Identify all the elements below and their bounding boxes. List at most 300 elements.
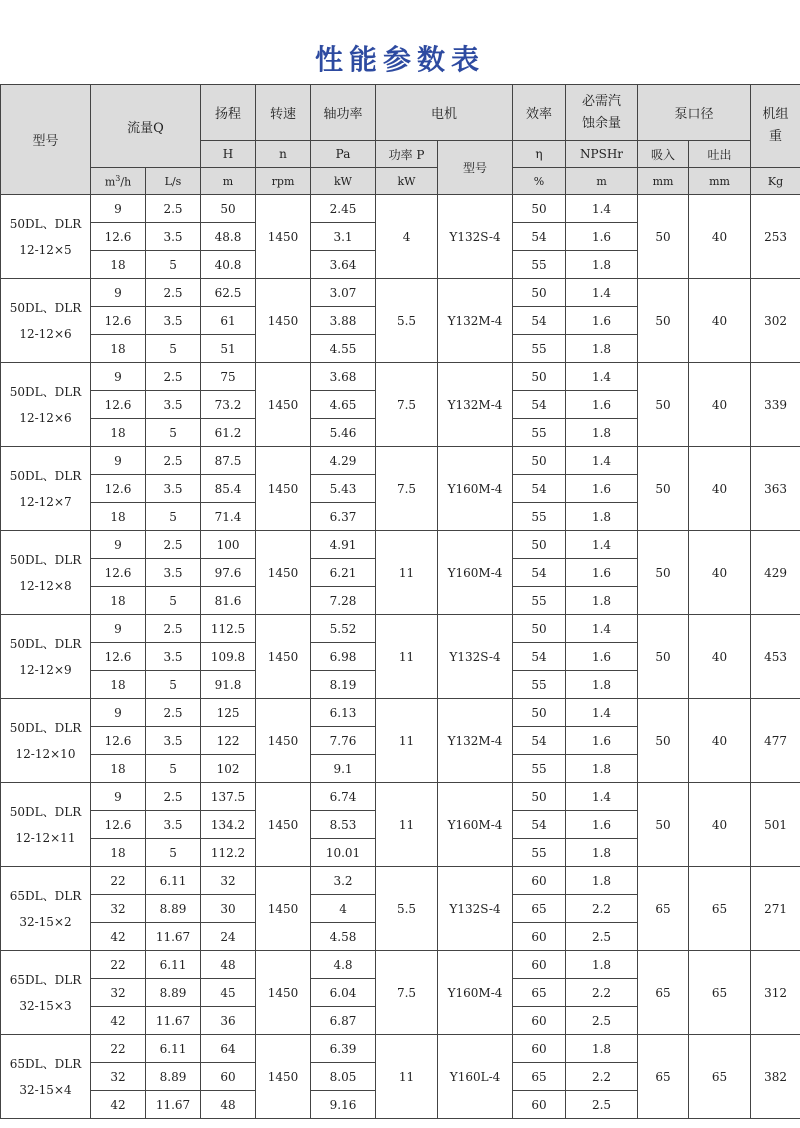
flow-ls-cell: 8.89 bbox=[146, 1063, 201, 1091]
flow-ls-cell: 3.5 bbox=[146, 643, 201, 671]
flow-ls-cell: 2.5 bbox=[146, 615, 201, 643]
motor-power-cell: 11 bbox=[376, 615, 438, 699]
head-cell: 91.8 bbox=[201, 671, 256, 699]
efficiency-cell: 55 bbox=[513, 503, 566, 531]
header-model: 型号 bbox=[1, 85, 91, 195]
flow-m3h-cell: 18 bbox=[91, 335, 146, 363]
flow-m3h-cell: 12.6 bbox=[91, 811, 146, 839]
model-cell bbox=[1, 951, 91, 1035]
inlet-cell: 50 bbox=[638, 447, 689, 531]
npsh-cell: 1.8 bbox=[566, 755, 638, 783]
shaft-power-cell: 8.53 bbox=[311, 811, 376, 839]
motor-power-cell: 11 bbox=[376, 1035, 438, 1119]
efficiency-cell: 54 bbox=[513, 391, 566, 419]
head-cell: 51 bbox=[201, 335, 256, 363]
header-port: 泵口径 bbox=[638, 85, 751, 141]
npsh-cell: 1.8 bbox=[566, 951, 638, 979]
flow-m3h-cell: 18 bbox=[91, 755, 146, 783]
shaft-power-cell: 5.52 bbox=[311, 615, 376, 643]
flow-ls-cell: 5 bbox=[146, 839, 201, 867]
model-series: 50DL、DLR bbox=[9, 552, 82, 567]
unit-flow-m3h-sup: 3 bbox=[115, 173, 121, 183]
efficiency-cell: 54 bbox=[513, 307, 566, 335]
flow-m3h-cell: 12.6 bbox=[91, 643, 146, 671]
table-row bbox=[1, 783, 800, 811]
performance-table bbox=[0, 84, 800, 1119]
outlet-cell: 40 bbox=[689, 195, 751, 279]
npsh-cell: 1.4 bbox=[566, 783, 638, 811]
model-cell bbox=[1, 195, 91, 279]
flow-ls-cell: 5 bbox=[146, 251, 201, 279]
flow-m3h-cell: 18 bbox=[91, 251, 146, 279]
flow-m3h-cell: 42 bbox=[91, 923, 146, 951]
outlet-cell: 40 bbox=[689, 279, 751, 363]
page-title: 性能参数表 bbox=[314, 43, 485, 76]
unit-motor: kW bbox=[376, 168, 438, 195]
flow-m3h-cell: 9 bbox=[91, 279, 146, 307]
flow-m3h-cell: 18 bbox=[91, 587, 146, 615]
table-row bbox=[1, 699, 800, 727]
flow-ls-cell: 2.5 bbox=[146, 531, 201, 559]
flow-m3h-cell: 9 bbox=[91, 447, 146, 475]
efficiency-cell: 50 bbox=[513, 531, 566, 559]
head-cell: 134.2 bbox=[201, 811, 256, 839]
table-row bbox=[1, 867, 800, 895]
inlet-cell: 50 bbox=[638, 615, 689, 699]
shaft-power-cell: 3.07 bbox=[311, 279, 376, 307]
npsh-cell: 1.8 bbox=[566, 335, 638, 363]
inlet-cell: 50 bbox=[638, 531, 689, 615]
model-spec: 12-12×9 bbox=[19, 662, 72, 677]
model-spec: 12-12×6 bbox=[19, 410, 72, 425]
efficiency-cell: 55 bbox=[513, 755, 566, 783]
efficiency-cell: 60 bbox=[513, 1035, 566, 1063]
efficiency-cell: 60 bbox=[513, 867, 566, 895]
flow-m3h-cell: 9 bbox=[91, 363, 146, 391]
flow-ls-cell: 11.67 bbox=[146, 923, 201, 951]
flow-m3h-cell: 22 bbox=[91, 951, 146, 979]
unit-flow-m3h-tail: /h bbox=[120, 175, 132, 189]
header-weight bbox=[751, 85, 800, 168]
model-spec: 12-12×6 bbox=[19, 326, 72, 341]
header-npsh-line1: 必需汽 bbox=[582, 93, 622, 109]
model-series: 65DL、DLR bbox=[9, 888, 82, 903]
head-cell: 30 bbox=[201, 895, 256, 923]
flow-ls-cell: 3.5 bbox=[146, 559, 201, 587]
shaft-power-cell: 4 bbox=[311, 895, 376, 923]
speed-cell: 1450 bbox=[256, 699, 311, 783]
unit-flow-ls: L/s bbox=[146, 168, 201, 195]
model-cell bbox=[1, 615, 91, 699]
motor-model-cell: Y132S-4 bbox=[438, 195, 513, 279]
motor-model-cell: Y132S-4 bbox=[438, 867, 513, 951]
shaft-power-cell: 9.16 bbox=[311, 1091, 376, 1119]
npsh-cell: 1.6 bbox=[566, 391, 638, 419]
flow-m3h-cell: 12.6 bbox=[91, 559, 146, 587]
header-npsh-symbol: NPSHr bbox=[566, 141, 638, 168]
shaft-power-cell: 6.13 bbox=[311, 699, 376, 727]
inlet-cell: 50 bbox=[638, 783, 689, 867]
flow-ls-cell: 6.11 bbox=[146, 1035, 201, 1063]
table-row bbox=[1, 615, 800, 643]
npsh-cell: 1.6 bbox=[566, 307, 638, 335]
npsh-cell: 1.8 bbox=[566, 671, 638, 699]
model-spec: 12-12×11 bbox=[15, 830, 76, 845]
motor-power-cell: 11 bbox=[376, 699, 438, 783]
header-head: 扬程 bbox=[201, 85, 256, 141]
header-inlet: 吸入 bbox=[638, 141, 689, 168]
shaft-power-cell: 4.65 bbox=[311, 391, 376, 419]
efficiency-cell: 60 bbox=[513, 951, 566, 979]
npsh-cell: 1.4 bbox=[566, 699, 638, 727]
model-series: 50DL、DLR bbox=[9, 384, 82, 399]
motor-power-cell: 11 bbox=[376, 531, 438, 615]
shaft-power-cell: 2.45 bbox=[311, 195, 376, 223]
speed-cell: 1450 bbox=[256, 783, 311, 867]
model-spec: 32-15×3 bbox=[19, 998, 72, 1013]
flow-m3h-cell: 18 bbox=[91, 839, 146, 867]
npsh-cell: 1.6 bbox=[566, 223, 638, 251]
model-cell bbox=[1, 447, 91, 531]
npsh-cell: 1.4 bbox=[566, 195, 638, 223]
outlet-cell: 65 bbox=[689, 1035, 751, 1119]
inlet-cell: 65 bbox=[638, 1035, 689, 1119]
head-cell: 85.4 bbox=[201, 475, 256, 503]
model-cell bbox=[1, 1035, 91, 1119]
head-cell: 36 bbox=[201, 1007, 256, 1035]
npsh-cell: 2.2 bbox=[566, 895, 638, 923]
npsh-cell: 2.5 bbox=[566, 923, 638, 951]
header-npsh bbox=[566, 85, 638, 141]
unit-flow-m3h-base: m bbox=[104, 175, 116, 189]
flow-m3h-cell: 12.6 bbox=[91, 727, 146, 755]
model-cell bbox=[1, 363, 91, 447]
model-cell bbox=[1, 699, 91, 783]
head-cell: 71.4 bbox=[201, 503, 256, 531]
npsh-cell: 1.8 bbox=[566, 587, 638, 615]
efficiency-cell: 65 bbox=[513, 1063, 566, 1091]
shaft-power-cell: 3.1 bbox=[311, 223, 376, 251]
flow-ls-cell: 5 bbox=[146, 671, 201, 699]
flow-ls-cell: 3.5 bbox=[146, 811, 201, 839]
flow-ls-cell: 5 bbox=[146, 503, 201, 531]
speed-cell: 1450 bbox=[256, 951, 311, 1035]
unit-flow-m3h bbox=[91, 168, 146, 195]
head-cell: 48.8 bbox=[201, 223, 256, 251]
npsh-cell: 1.4 bbox=[566, 447, 638, 475]
model-series: 50DL、DLR bbox=[9, 216, 82, 231]
efficiency-cell: 65 bbox=[513, 895, 566, 923]
head-cell: 75 bbox=[201, 363, 256, 391]
inlet-cell: 65 bbox=[638, 951, 689, 1035]
shaft-power-cell: 4.91 bbox=[311, 531, 376, 559]
flow-ls-cell: 8.89 bbox=[146, 979, 201, 1007]
weight-cell: 501 bbox=[751, 783, 800, 867]
flow-ls-cell: 6.11 bbox=[146, 867, 201, 895]
shaft-power-cell: 5.46 bbox=[311, 419, 376, 447]
outlet-cell: 40 bbox=[689, 615, 751, 699]
weight-cell: 453 bbox=[751, 615, 800, 699]
weight-cell: 339 bbox=[751, 363, 800, 447]
weight-cell: 429 bbox=[751, 531, 800, 615]
model-series: 50DL、DLR bbox=[9, 300, 82, 315]
header-motor-model: 型号 bbox=[438, 141, 513, 195]
unit-head: m bbox=[201, 168, 256, 195]
speed-cell: 1450 bbox=[256, 279, 311, 363]
efficiency-cell: 65 bbox=[513, 979, 566, 1007]
unit-weight: Kg bbox=[751, 168, 800, 195]
npsh-cell: 1.6 bbox=[566, 643, 638, 671]
outlet-cell: 65 bbox=[689, 867, 751, 951]
model-cell bbox=[1, 783, 91, 867]
efficiency-cell: 55 bbox=[513, 839, 566, 867]
efficiency-cell: 54 bbox=[513, 727, 566, 755]
model-cell bbox=[1, 279, 91, 363]
model-spec: 12-12×5 bbox=[19, 242, 72, 257]
head-cell: 73.2 bbox=[201, 391, 256, 419]
table-row bbox=[1, 531, 800, 559]
header-shaft-power: 轴功率 bbox=[311, 85, 376, 141]
head-cell: 97.6 bbox=[201, 559, 256, 587]
head-cell: 61.2 bbox=[201, 419, 256, 447]
efficiency-cell: 50 bbox=[513, 447, 566, 475]
header-speed: 转速 bbox=[256, 85, 311, 141]
motor-model-cell: Y160M-4 bbox=[438, 951, 513, 1035]
flow-m3h-cell: 22 bbox=[91, 867, 146, 895]
npsh-cell: 1.4 bbox=[566, 363, 638, 391]
efficiency-cell: 50 bbox=[513, 699, 566, 727]
head-cell: 32 bbox=[201, 867, 256, 895]
shaft-power-cell: 4.55 bbox=[311, 335, 376, 363]
flow-ls-cell: 2.5 bbox=[146, 783, 201, 811]
speed-cell: 1450 bbox=[256, 1035, 311, 1119]
shaft-power-cell: 9.1 bbox=[311, 755, 376, 783]
shaft-power-cell: 4.58 bbox=[311, 923, 376, 951]
motor-power-cell: 4 bbox=[376, 195, 438, 279]
unit-shaft: kW bbox=[311, 168, 376, 195]
head-cell: 60 bbox=[201, 1063, 256, 1091]
npsh-cell: 1.8 bbox=[566, 419, 638, 447]
motor-power-cell: 11 bbox=[376, 783, 438, 867]
flow-m3h-cell: 12.6 bbox=[91, 475, 146, 503]
head-cell: 125 bbox=[201, 699, 256, 727]
npsh-cell: 1.6 bbox=[566, 811, 638, 839]
model-series: 65DL、DLR bbox=[9, 1056, 82, 1071]
efficiency-cell: 54 bbox=[513, 643, 566, 671]
efficiency-cell: 60 bbox=[513, 1091, 566, 1119]
header-speed-symbol: n bbox=[256, 141, 311, 168]
table-row bbox=[1, 447, 800, 475]
efficiency-cell: 50 bbox=[513, 363, 566, 391]
flow-m3h-cell: 32 bbox=[91, 1063, 146, 1091]
model-spec: 32-15×2 bbox=[19, 914, 72, 929]
flow-m3h-cell: 18 bbox=[91, 419, 146, 447]
outlet-cell: 65 bbox=[689, 951, 751, 1035]
npsh-cell: 1.8 bbox=[566, 1035, 638, 1063]
weight-cell: 477 bbox=[751, 699, 800, 783]
header-motor-power: 功率 P bbox=[376, 141, 438, 168]
header-motor: 电机 bbox=[376, 85, 513, 141]
head-cell: 62.5 bbox=[201, 279, 256, 307]
efficiency-cell: 54 bbox=[513, 559, 566, 587]
header-eff-symbol: η bbox=[513, 141, 566, 168]
motor-model-cell: Y160M-4 bbox=[438, 531, 513, 615]
shaft-power-cell: 3.88 bbox=[311, 307, 376, 335]
weight-cell: 363 bbox=[751, 447, 800, 531]
header-head-symbol: H bbox=[201, 141, 256, 168]
npsh-cell: 2.2 bbox=[566, 979, 638, 1007]
motor-model-cell: Y132S-4 bbox=[438, 615, 513, 699]
head-cell: 48 bbox=[201, 1091, 256, 1119]
motor-model-cell: Y132M-4 bbox=[438, 699, 513, 783]
flow-ls-cell: 3.5 bbox=[146, 307, 201, 335]
outlet-cell: 40 bbox=[689, 363, 751, 447]
outlet-cell: 40 bbox=[689, 531, 751, 615]
flow-m3h-cell: 22 bbox=[91, 1035, 146, 1063]
model-spec: 12-12×8 bbox=[19, 578, 72, 593]
table-body bbox=[1, 195, 800, 1119]
table-row bbox=[1, 363, 800, 391]
flow-ls-cell: 11.67 bbox=[146, 1091, 201, 1119]
weight-cell: 271 bbox=[751, 867, 800, 951]
flow-ls-cell: 6.11 bbox=[146, 951, 201, 979]
header-npsh-line2: 蚀余量 bbox=[582, 115, 622, 131]
npsh-cell: 2.5 bbox=[566, 1091, 638, 1119]
npsh-cell: 2.5 bbox=[566, 1007, 638, 1035]
shaft-power-cell: 10.01 bbox=[311, 839, 376, 867]
motor-power-cell: 5.5 bbox=[376, 279, 438, 363]
efficiency-cell: 54 bbox=[513, 223, 566, 251]
flow-m3h-cell: 12.6 bbox=[91, 391, 146, 419]
flow-ls-cell: 3.5 bbox=[146, 727, 201, 755]
model-series: 50DL、DLR bbox=[9, 804, 82, 819]
npsh-cell: 1.6 bbox=[566, 727, 638, 755]
efficiency-cell: 50 bbox=[513, 279, 566, 307]
weight-cell: 253 bbox=[751, 195, 800, 279]
npsh-cell: 1.8 bbox=[566, 839, 638, 867]
table-row bbox=[1, 1035, 800, 1063]
shaft-power-cell: 6.04 bbox=[311, 979, 376, 1007]
head-cell: 109.8 bbox=[201, 643, 256, 671]
flow-ls-cell: 5 bbox=[146, 335, 201, 363]
flow-m3h-cell: 42 bbox=[91, 1091, 146, 1119]
model-spec: 12-12×10 bbox=[15, 746, 76, 761]
inlet-cell: 50 bbox=[638, 699, 689, 783]
shaft-power-cell: 8.19 bbox=[311, 671, 376, 699]
model-spec: 32-15×4 bbox=[19, 1082, 72, 1097]
flow-m3h-cell: 42 bbox=[91, 1007, 146, 1035]
motor-model-cell: Y160L-4 bbox=[438, 1035, 513, 1119]
flow-ls-cell: 2.5 bbox=[146, 447, 201, 475]
shaft-power-cell: 7.76 bbox=[311, 727, 376, 755]
inlet-cell: 50 bbox=[638, 195, 689, 279]
flow-ls-cell: 2.5 bbox=[146, 279, 201, 307]
shaft-power-cell: 3.64 bbox=[311, 251, 376, 279]
flow-m3h-cell: 18 bbox=[91, 671, 146, 699]
efficiency-cell: 50 bbox=[513, 615, 566, 643]
flow-ls-cell: 2.5 bbox=[146, 195, 201, 223]
npsh-cell: 1.6 bbox=[566, 559, 638, 587]
outlet-cell: 40 bbox=[689, 783, 751, 867]
header-shaft-symbol: Pa bbox=[311, 141, 376, 168]
shaft-power-cell: 6.87 bbox=[311, 1007, 376, 1035]
flow-ls-cell: 3.5 bbox=[146, 223, 201, 251]
shaft-power-cell: 6.98 bbox=[311, 643, 376, 671]
shaft-power-cell: 8.05 bbox=[311, 1063, 376, 1091]
shaft-power-cell: 6.37 bbox=[311, 503, 376, 531]
unit-inlet: mm bbox=[638, 168, 689, 195]
flow-m3h-cell: 9 bbox=[91, 195, 146, 223]
flow-m3h-cell: 9 bbox=[91, 615, 146, 643]
header-weight-line1: 机组 bbox=[762, 107, 789, 122]
head-cell: 64 bbox=[201, 1035, 256, 1063]
efficiency-cell: 60 bbox=[513, 1007, 566, 1035]
flow-m3h-cell: 9 bbox=[91, 783, 146, 811]
head-cell: 112.5 bbox=[201, 615, 256, 643]
weight-cell: 302 bbox=[751, 279, 800, 363]
npsh-cell: 2.2 bbox=[566, 1063, 638, 1091]
shaft-power-cell: 3.68 bbox=[311, 363, 376, 391]
shaft-power-cell: 4.29 bbox=[311, 447, 376, 475]
model-series: 65DL、DLR bbox=[9, 972, 82, 987]
efficiency-cell: 50 bbox=[513, 783, 566, 811]
flow-m3h-cell: 32 bbox=[91, 979, 146, 1007]
head-cell: 112.2 bbox=[201, 839, 256, 867]
npsh-cell: 1.8 bbox=[566, 251, 638, 279]
weight-cell: 312 bbox=[751, 951, 800, 1035]
efficiency-cell: 60 bbox=[513, 923, 566, 951]
npsh-cell: 1.8 bbox=[566, 867, 638, 895]
header-flow: 流量Q bbox=[91, 85, 201, 168]
table-row bbox=[1, 279, 800, 307]
flow-ls-cell: 3.5 bbox=[146, 391, 201, 419]
head-cell: 100 bbox=[201, 531, 256, 559]
npsh-cell: 1.4 bbox=[566, 615, 638, 643]
flow-ls-cell: 5 bbox=[146, 587, 201, 615]
table-header bbox=[1, 85, 800, 195]
flow-ls-cell: 5 bbox=[146, 755, 201, 783]
efficiency-cell: 54 bbox=[513, 811, 566, 839]
model-series: 50DL、DLR bbox=[9, 720, 82, 735]
flow-ls-cell: 11.67 bbox=[146, 1007, 201, 1035]
npsh-cell: 1.6 bbox=[566, 475, 638, 503]
table-row bbox=[1, 951, 800, 979]
motor-power-cell: 7.5 bbox=[376, 447, 438, 531]
efficiency-cell: 55 bbox=[513, 671, 566, 699]
unit-npsh: m bbox=[566, 168, 638, 195]
flow-ls-cell: 5 bbox=[146, 419, 201, 447]
inlet-cell: 50 bbox=[638, 363, 689, 447]
flow-ls-cell: 3.5 bbox=[146, 475, 201, 503]
flow-m3h-cell: 9 bbox=[91, 531, 146, 559]
head-cell: 50 bbox=[201, 195, 256, 223]
flow-m3h-cell: 12.6 bbox=[91, 307, 146, 335]
header-weight-line2: 重 bbox=[769, 129, 783, 144]
head-cell: 48 bbox=[201, 951, 256, 979]
motor-power-cell: 5.5 bbox=[376, 867, 438, 951]
shaft-power-cell: 6.74 bbox=[311, 783, 376, 811]
npsh-cell: 1.4 bbox=[566, 531, 638, 559]
head-cell: 87.5 bbox=[201, 447, 256, 475]
unit-eff: % bbox=[513, 168, 566, 195]
shaft-power-cell: 6.21 bbox=[311, 559, 376, 587]
head-cell: 122 bbox=[201, 727, 256, 755]
weight-cell: 382 bbox=[751, 1035, 800, 1119]
motor-power-cell: 7.5 bbox=[376, 363, 438, 447]
header-outlet: 吐出 bbox=[689, 141, 751, 168]
speed-cell: 1450 bbox=[256, 615, 311, 699]
inlet-cell: 50 bbox=[638, 279, 689, 363]
